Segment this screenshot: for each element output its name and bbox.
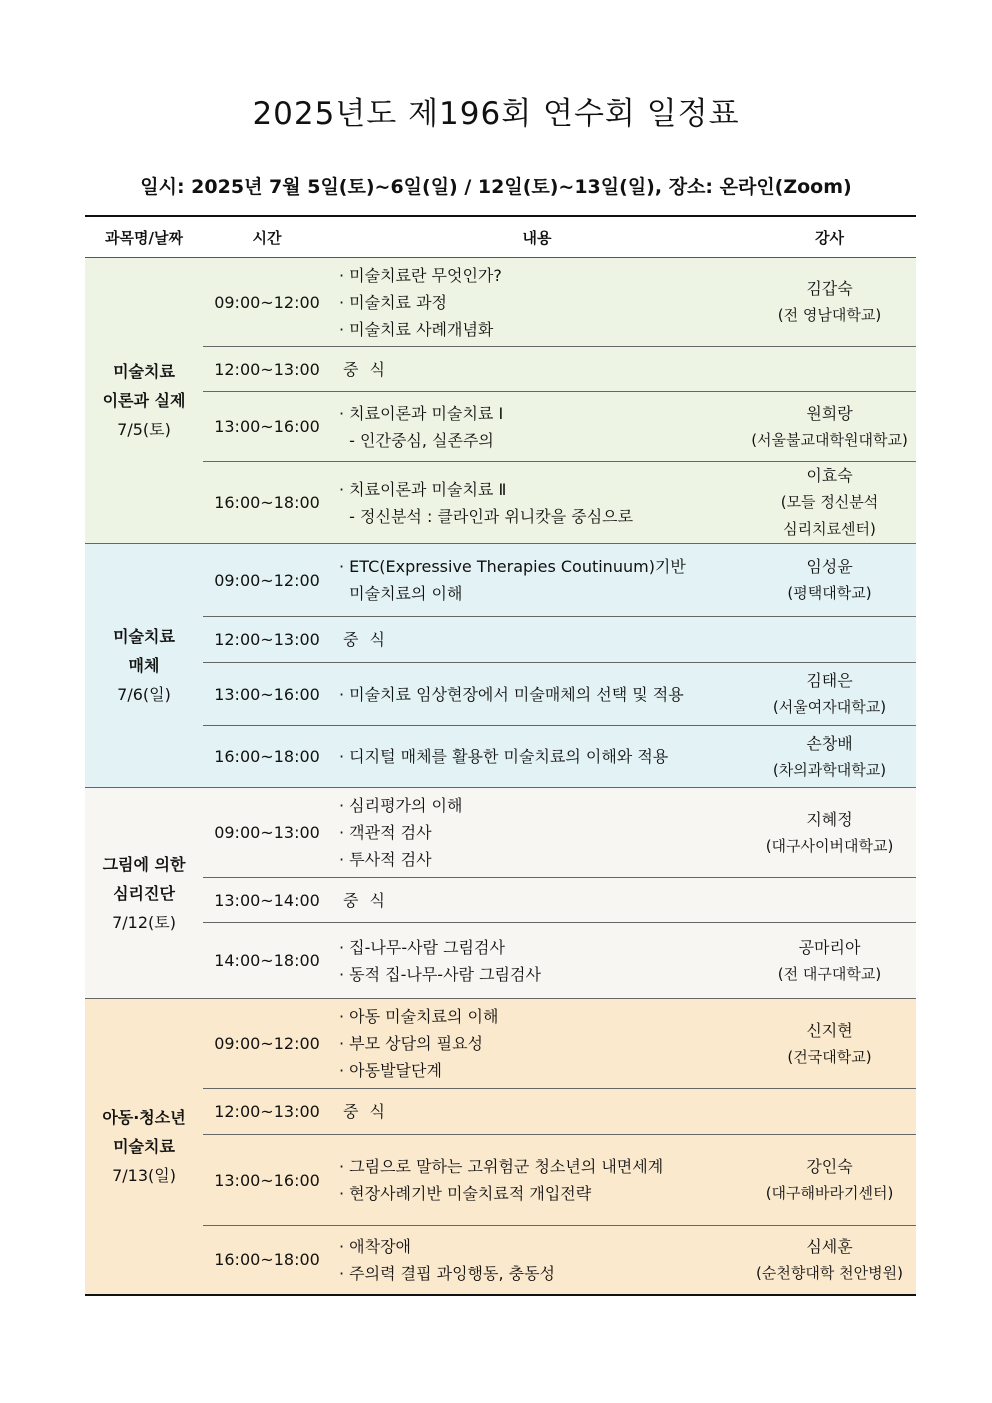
content-cell xyxy=(331,999,743,1089)
table-row xyxy=(85,788,916,878)
instructor-cell xyxy=(743,258,916,347)
time-cell: 16:00~18:00 xyxy=(203,726,331,788)
content-line: · 미술치료란 무엇인가? xyxy=(339,265,502,285)
content-line: · 미술치료 사례개념화 xyxy=(339,319,494,339)
course-name: 미술치료 xyxy=(113,362,175,381)
time-cell: 12:00~13:00 xyxy=(203,1089,331,1135)
instructor-affiliation: (대구해바라기센터) xyxy=(765,1184,894,1202)
content-line: · 집-나무-사람 그림검사 xyxy=(339,937,505,957)
instructor-name: 강인숙 xyxy=(806,1157,853,1176)
course-name: 심리진단 xyxy=(113,883,175,903)
course-date: 7/12(토) xyxy=(112,912,176,932)
course-name: 아동·청소년 xyxy=(102,1107,186,1127)
content-cell xyxy=(331,1226,743,1295)
content-line: · 아동발달단계 xyxy=(339,1061,442,1080)
schedule-table xyxy=(85,215,916,1296)
lunch-label: 중 식 xyxy=(343,890,388,910)
table-row xyxy=(85,392,916,462)
time-cell: 14:00~18:00 xyxy=(203,923,331,999)
table-row xyxy=(85,1135,916,1226)
content-line: · 디지털 매체를 활용한 미술치료의 이해와 적용 xyxy=(339,747,669,766)
instructor-affiliation: (전 대구대학교) xyxy=(777,964,882,983)
instructor-affiliation: (전 영남대학교) xyxy=(777,306,882,324)
table-row xyxy=(85,544,916,617)
content-line: · 치료이론과 미술치료 Ⅱ xyxy=(339,479,507,499)
time-cell: 13:00~16:00 xyxy=(203,1135,331,1226)
content-line: · 심리평가의 이해 xyxy=(339,796,463,815)
content-line: · 그림으로 말하는 고위험군 청소년의 내면세계 xyxy=(339,1157,664,1176)
content-cell xyxy=(331,1089,743,1135)
time-cell: 12:00~13:00 xyxy=(203,347,331,392)
instructor-cell xyxy=(743,617,916,663)
content-cell xyxy=(331,726,743,788)
table-row xyxy=(85,258,916,347)
instructor-cell xyxy=(743,1135,916,1226)
content-line: - 정신분석 : 클라인과 위니캇을 중심으로 xyxy=(339,506,634,526)
time-cell: 09:00~13:00 xyxy=(203,788,331,878)
instructor-affiliation: (대구사이버대학교) xyxy=(765,836,894,855)
content-cell xyxy=(331,617,743,663)
instructor-name: 심세훈 xyxy=(806,1236,853,1256)
instructor-cell xyxy=(743,726,916,788)
instructor-name: 지혜정 xyxy=(806,809,853,829)
page-title: 2025년도 제196회 연수회 일정표 xyxy=(252,96,740,132)
table-row xyxy=(85,663,916,726)
instructor-cell xyxy=(743,347,916,392)
content-line: · 투사적 검사 xyxy=(339,850,432,869)
course-name: 매체 xyxy=(128,656,160,675)
instructor-cell xyxy=(743,392,916,462)
content-line: · 치료이론과 미술치료 Ⅰ xyxy=(339,403,504,423)
instructor-affiliation: (순천향대학 천안병원) xyxy=(756,1263,903,1282)
course-date: 7/5(토) xyxy=(117,420,171,439)
header-course: 과목명/날짜 xyxy=(85,216,203,258)
content-cell xyxy=(331,462,743,544)
schedule-body xyxy=(85,258,916,1295)
course-cell xyxy=(85,544,203,788)
content-line: - 인간중심, 실존주의 xyxy=(339,430,494,450)
content-cell xyxy=(331,923,743,999)
instructor-name: 김갑숙 xyxy=(806,279,853,298)
table-row xyxy=(85,347,916,392)
content-line: · 현장사례기반 미술치료적 개입전략 xyxy=(339,1184,592,1203)
instructor-cell xyxy=(743,1089,916,1135)
course-date: 7/6(일) xyxy=(117,685,171,704)
content-cell xyxy=(331,544,743,617)
instructor-name: 임성윤 xyxy=(806,557,853,576)
time-cell: 09:00~12:00 xyxy=(203,258,331,347)
course-name: 그림에 의한 xyxy=(102,854,186,874)
content-cell xyxy=(331,878,743,923)
content-line: · 미술치료 임상현장에서 미술매체의 선택 및 적용 xyxy=(339,684,684,704)
instructor-affiliation: (서울여자대학교) xyxy=(772,698,887,716)
instructor-cell xyxy=(743,544,916,617)
content-line: · 미술치료 과정 xyxy=(339,292,447,312)
content-cell xyxy=(331,663,743,726)
instructor-name: 이효숙 xyxy=(806,466,853,485)
time-cell: 13:00~14:00 xyxy=(203,878,331,923)
time-cell: 13:00~16:00 xyxy=(203,663,331,726)
lunch-label: 중 식 xyxy=(343,1102,388,1121)
lunch-label: 중 식 xyxy=(343,359,388,379)
content-line: · 아동 미술치료의 이해 xyxy=(339,1007,499,1026)
instructor-affiliation: 심리치료센터) xyxy=(783,520,876,538)
table-row xyxy=(85,1226,916,1295)
course-cell xyxy=(85,999,203,1295)
header-content: 내용 xyxy=(331,216,743,258)
instructor-name: 신지현 xyxy=(806,1020,853,1040)
time-cell: 16:00~18:00 xyxy=(203,1226,331,1295)
content-line: · 객관적 검사 xyxy=(339,823,432,842)
course-cell xyxy=(85,788,203,999)
instructor-name: 공마리아 xyxy=(798,937,861,957)
course-date: 7/13(일) xyxy=(112,1165,176,1185)
header-time: 시간 xyxy=(203,216,331,258)
table-row xyxy=(85,999,916,1089)
time-cell: 13:00~16:00 xyxy=(203,392,331,462)
table-row xyxy=(85,617,916,663)
table-row xyxy=(85,878,916,923)
content-line: · 동적 집-나무-사람 그림검사 xyxy=(339,964,541,984)
instructor-cell xyxy=(743,999,916,1089)
time-cell: 09:00~12:00 xyxy=(203,999,331,1089)
instructor-name: 김태은 xyxy=(806,671,853,690)
instructor-name: 손창배 xyxy=(806,733,853,753)
content-cell xyxy=(331,392,743,462)
course-name: 미술치료 xyxy=(113,627,175,646)
instructor-affiliation: (평택대학교) xyxy=(787,584,872,602)
lunch-label: 중 식 xyxy=(343,630,388,649)
content-cell xyxy=(331,347,743,392)
instructor-cell xyxy=(743,788,916,878)
instructor-cell xyxy=(743,1226,916,1295)
content-line: · ETC(Expressive Therapies Coutinuum)기반 xyxy=(339,557,686,576)
content-line: · 주의력 결핍 과잉행동, 충동성 xyxy=(339,1263,555,1283)
schedule-subtitle: 일시: 2025년 7월 5일(토)~6일(일) / 12일(토)~13일(일), 장소: 온라인(Zoom) xyxy=(140,176,852,198)
instructor-cell xyxy=(743,923,916,999)
instructor-cell xyxy=(743,462,916,544)
table-row xyxy=(85,1089,916,1135)
table-row xyxy=(85,726,916,788)
time-cell: 12:00~13:00 xyxy=(203,617,331,663)
instructor-cell xyxy=(743,878,916,923)
content-cell xyxy=(331,788,743,878)
time-cell: 09:00~12:00 xyxy=(203,544,331,617)
content-cell xyxy=(331,258,743,347)
content-line: · 애착장애 xyxy=(339,1236,411,1256)
table-header-row xyxy=(85,216,916,258)
table-row xyxy=(85,462,916,544)
course-name: 미술치료 xyxy=(113,1136,175,1156)
content-cell xyxy=(331,1135,743,1226)
instructor-affiliation: (차의과학대학교) xyxy=(772,760,887,779)
content-line: · 부모 상담의 필요성 xyxy=(339,1034,483,1053)
instructor-cell xyxy=(743,663,916,726)
course-name: 이론과 실제 xyxy=(102,391,186,410)
time-cell: 16:00~18:00 xyxy=(203,462,331,544)
course-cell xyxy=(85,258,203,544)
header-instructor: 강사 xyxy=(743,216,916,258)
content-line: 미술치료의 이해 xyxy=(339,584,463,603)
table-row xyxy=(85,923,916,999)
instructor-affiliation: (건국대학교) xyxy=(787,1047,872,1066)
instructor-affiliation: (모들 정신분석 xyxy=(780,493,879,511)
instructor-affiliation: (서울불교대학원대학교) xyxy=(751,430,908,449)
instructor-name: 원희랑 xyxy=(806,403,853,423)
